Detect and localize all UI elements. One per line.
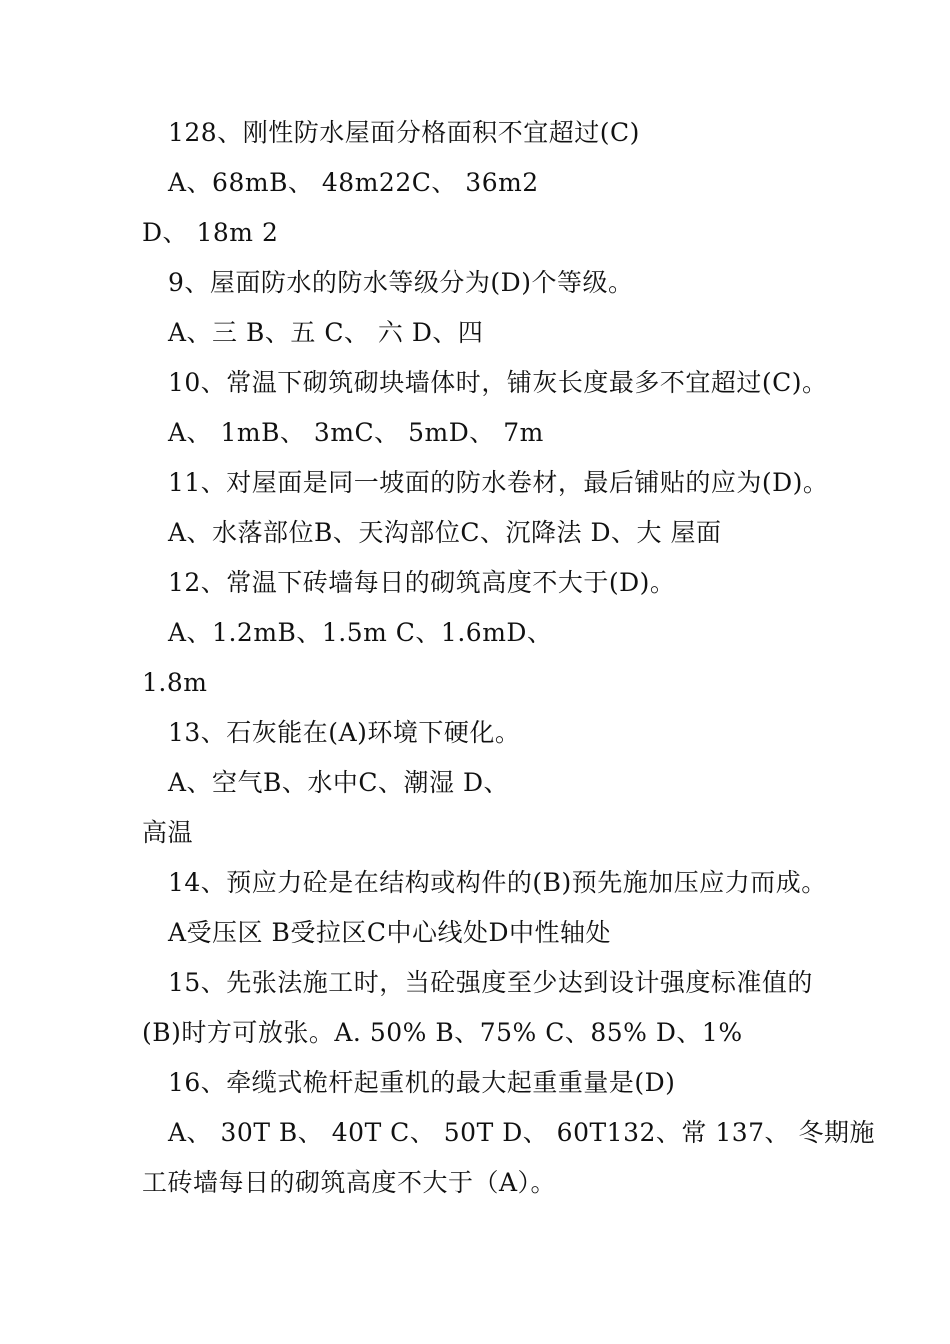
question-16-options: A、 30T B、 40T C、 50T D、 60T132、常 137、 冬期施 (168, 1118, 875, 1147)
question-137-text-cont: 工砖墙每日的砌筑高度不大于（A）。 (142, 1168, 557, 1197)
question-14-options: A受压区 B受拉区C中心线处D中性轴处 (168, 918, 612, 947)
question-12-options-cont: 1.8m (142, 668, 208, 697)
question-128-options-cont: D、 18m 2 (142, 218, 279, 247)
question-10-text: 10、常温下砌筑砌块墙体时，铺灰长度最多不宜超过(C)。 (168, 368, 828, 397)
question-128-text: 128、刚性防水屋面分格面积不宜超过(C) (168, 118, 640, 147)
question-12-options: A、1.2mB、1.5m C、1.6mD、 (168, 618, 553, 647)
question-13-text: 13、石灰能在(A)环境下硬化。 (168, 718, 521, 747)
question-12-text: 12、常温下砖墙每日的砌筑高度不大于(D)。 (168, 568, 676, 597)
question-15-text: 15、先张法施工时，当砼强度至少达到设计强度标准值的 (168, 968, 813, 997)
question-11-options: A、水落部位B、天沟部位C、沉降法 D、大 屋面 (168, 518, 722, 547)
question-13-options-cont: 高温 (142, 818, 194, 847)
question-16-text: 16、牵缆式桅杆起重机的最大起重重量是(D) (168, 1068, 676, 1097)
question-15-text-cont: (B)时方可放张。A. 50% B、75% C、85% D、1% (142, 1018, 743, 1047)
question-11-text: 11、对屋面是同一坡面的防水卷材，最后铺贴的应为(D)。 (168, 468, 829, 497)
question-13-options: A、空气B、水中C、潮湿 D、 (168, 768, 510, 797)
question-9-options: A、三 B、五 C、 六 D、四 (168, 318, 484, 347)
question-14-text: 14、预应力砼是在结构或构件的(B)预先施加压应力而成。 (168, 868, 827, 897)
question-128-options: A、68mB、 48m22C、 36m2 (168, 168, 539, 197)
question-9-text: 9、屋面防水的防水等级分为(D)个等级。 (168, 268, 634, 297)
question-10-options: A、 1mB、 3mC、 5mD、 7m (168, 418, 544, 447)
